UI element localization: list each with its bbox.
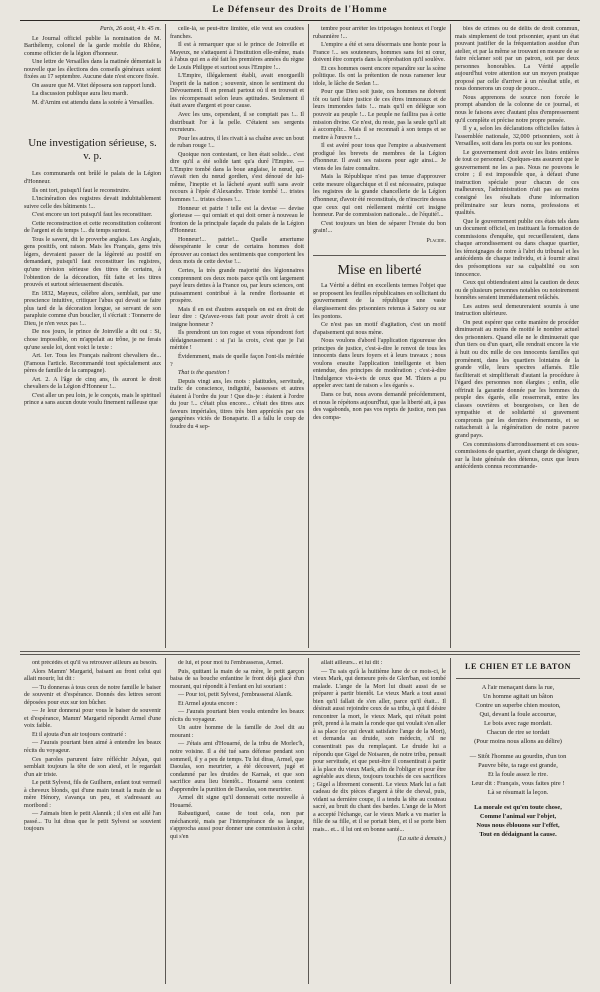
paragraph: Les autres seul demeureraient soumis à une instruction ultérieure. <box>455 303 579 318</box>
paragraph: Ces commissions d'arrondissement et ces sous-commissions de quartier, ayant charge de désigner, sur la liste générale des détenus, ceux que leurs antécédents connus recommande- <box>455 441 579 471</box>
paragraph: Le petit Sylvest, fils de Guilhern, enfant tout vermeil à cheveux blonds, qui d'une main tenait la main de sa mère Hénory, s'avança un peu, et s'adressant au moribond : <box>24 780 161 809</box>
paragraph: Honneur!... patrie!... Quelle amertume désespérante le cœur de certains hommes doit éprouver au contact des sentiments que comportent les deux mots de cette devise !... <box>170 236 304 266</box>
poem-line: Chacun de rire se tordait <box>486 729 550 736</box>
poem-line: Et la foule assez le rire. <box>488 771 548 778</box>
feuilleton-rule <box>20 654 580 655</box>
paragraph: La Vérité a défini en excellents termes l'objet que se proposent les feuilles républicaines en sollicitant du gouvernement de la république une vaste élargissement des prisonniers retenus à Satory ou sur les pontons. <box>313 283 446 320</box>
column-divider <box>165 658 166 984</box>
paragraph: celle-là, se peut-être limitée, elle veut ses coudées franches. <box>170 26 304 40</box>
paragraph: allait ailleurs... et lui dit : <box>321 660 383 666</box>
feuilleton-column-3 <box>313 660 446 984</box>
poem-line: Nous nous éblouons sur l'effet, <box>476 822 560 829</box>
poem-line: Pauvre bête, ta rage est grande, <box>478 762 558 769</box>
column-divider <box>308 24 309 648</box>
poem-line: Qui, devant la foule accourue, <box>479 711 557 718</box>
paragraph: L'incinération des registres devait indubitablement suivre celle des bâtiments !... <box>24 196 161 210</box>
paragraph: Mais la République n'est pas tenue d'approuver cette mesure oligarchique et il est nécessaire, puisque les registres de la grande chancellerie de la Légion d'honneur, d'avoir été reconstitués, de n'inscrire dessus que ceux qui ont réellement mérité cet insigne honneur. Par de commission nationale... de l'équité!... <box>313 174 446 219</box>
paragraph: Ils ont tort, puisqu'il faut le reconstruire. <box>32 187 131 194</box>
paragraph: Puis, quittant la main de sa mère, le petit garçon baisa de sa bouche enfantine le front déjà glacé d'un mourant, qui répondit à l'enfant en lui souriant : <box>170 668 304 690</box>
paragraph: — J'aurais pourtant bien voulu entendre les beaux récits du voyageur. <box>170 709 304 723</box>
poem-line: Comme l'animal sur l'objet, <box>479 813 557 820</box>
paragraph: L'empire a été et sera désormais une honte pour la France !... ses souteneurs, hommes sans foi ni cœur, doivent être compris dans la réprobation qu'il soulève. <box>313 42 446 64</box>
paragraph: Rabautigued, cause de tout cela, non par méchanceté, mais par l'intempérance de sa langue, s'approcha aussi pour donner une commission à celui qui s'en <box>170 811 304 841</box>
paragraph: Tous le savent, dit le proverbe anglais. Les Anglais, gens positifs, ont raison. Mais les Français, gens très légers, devraient passer de la légèreté au positif en demandant, puisqu'il faut reconstituer les registres, qu'une révision sérieuse des titres de certains, à l'obtention de la décoration, fût faite et les titres prouvés et surtout sérieusement discutés. <box>24 236 161 289</box>
paragraph: — Tu sais qu'à la huitième lune de ce mois-ci, le vieux Mark, qui demeure près de Glen'ban, est tombé malade. L'ange de la Mort lui disait aussi de se préparer à partir bientôt. Le vieux Mark a tout aussi bien qu'il fallait de s'en aller, parce qu'il était... Il désirait aussi rejoindre ceux de sa tribu, à qui il désire rencontrer la mort, le vieux Mark, qui n'était point prêt, prend à la main la ronde que qui voulait s'en aller à sa place (ce qui devait satisfaire l'ange de la Mort), et demanda au druide, son médecin, s'il ne consentirait pas du remplaçant. Le druide lui a répondu que Gigel de Noisaren, de notre tribu, pensait pour servitude, et que peut-être il consentirait à partir à la place du vieux Mark, afin de l'obliger et pour être agréable aux dieux, toujours touchés de ces sacrifices ; Gigel a librement consenti. Le vieux Mark lui a fait cadeau de dix pièces d'argent à tête de cheval, puis, vidant sa dernière coupe, il a tendu la tête au couteau sacré, au bruit du chant des bardes. L'ange de la Mort a accepté l'échange, car le vieux Mark a vu marier la fille de sa fille, et il se portait bien, et il se porte bien mais... et... il lui ont en bonne santé... <box>313 668 446 834</box>
paragraph: Cette reconstruction et cette reconstitution coûteront de l'argent et du temps !... du temps surtout. <box>24 220 161 235</box>
poem-line: Là se résumait la leçon. <box>487 789 549 796</box>
paragraph: En 1832, Mayeux, célèbre alors, semblait, par une prescience intuitive, critiquer l'abus qui devait se faire plus tard de la décoration longue, se servant de son parapluie comme d'un bouclier, il s'écriait : Tonnerre de Dieu, je n'en veux pas !... <box>24 290 161 327</box>
feuilleton-column-2 <box>170 660 304 984</box>
article-signature: Placide. <box>426 237 446 244</box>
poem-line: Leur dit : Français, vous faites pire ! <box>471 780 565 787</box>
poem-body <box>456 683 580 839</box>
column-4 <box>455 26 579 646</box>
poem-line: (Pour moins nous allons au délire) <box>474 738 562 745</box>
paragraph: Une lettre de Versailles dans la matinée démentait la nouvelle que les élections des conseils généraux soient fixées au 17 septembre. Aucune date n'est encore fixée. <box>24 59 161 81</box>
paragraph: — J'étais ami d'Houarné, de la tribu de Morlec'h, notre voisine. Il a été tué sans défense pendant son sommeil, il y a peu de temps. Tu lui diras, Armel, que Daoulas, son meurtrier, a été découvert, jugé et condamné par les druides de Karnak, et que son sacrifice aura lieu bientôt... Houarné sera content d'apprendre la punition de Daoulas, son meurtrier. <box>170 741 304 793</box>
feuilleton-rule <box>20 651 580 652</box>
paragraph: Nous apprenons de source non forcée le prompt abandon de la colonne de ce journal, et nous le faisons avec d'autant plus d'empressement qu'il complète et précise notre propre pensée. <box>455 94 579 124</box>
feuilleton-column-1 <box>24 660 161 984</box>
paragraph: Il est à remarquer que si le prince de Joinville et Mayeux, ne s'attaquent à l'institution elle-même, mais à l'abus qui en a été fait les premières années du règne de Louis Philippe et surtout sous l'Empire !... <box>170 42 304 71</box>
column-divider <box>450 24 451 648</box>
column-2 <box>170 26 304 646</box>
masthead: Le Défenseur des Droits de l'Homme <box>212 4 388 14</box>
paragraph: de lui, et pour moi tu l'embrasseras, Armel. <box>178 660 284 666</box>
paragraph: C'est toujours un bien de séparer l'ivraie du bon grain!... <box>313 220 446 235</box>
continuation-note: (La suite à demain.) <box>397 835 446 842</box>
masthead-rule <box>20 20 580 21</box>
paragraph: That is the question ! <box>178 370 230 377</box>
paragraph: Alors Mamm' Margarid, baisant au front celui qui allait mourir, lui dit : <box>24 668 161 683</box>
paragraph: — J'aimais bien le petit Alannik ; il s'en est allé l'an passé... Tu lui diras que le petit Sylvest se souvient toujours <box>24 811 161 833</box>
paragraph: Et ces hommes osent encore reparaître sur la scène politique. Ils ont la prétention de nous ramener leur idole, le lâche de Sedan !... <box>313 65 446 87</box>
paragraph: Art. 2. A l'âge de cinq ans, ils auront le droit chevaliers de la Légion d'Honneur !... <box>24 376 161 391</box>
paragraph: Le gouvernement doit avoir les listes entières de tout ce personnel. Quelques-uns assurent que le gouvernement ne les a pas. Nous ne pouvons le croire ; il est impossible que, à défaut d'une instruction spéciale pour chacun de ces malheureux, l'administration n'ait pas au moins consigné les résultats d'une information préliminaire sur leurs noms, professions et qualités. <box>455 149 579 217</box>
paragraph: Dans ce but, nous avons demandé précédemment, et nous le répétons aujourd'hui, que la liberté ait, à pas des vagabonds, non pas vos repris de justice, non pas des compa- <box>313 391 446 421</box>
paragraph: Depuis vingt ans, les mots : platitudes, servitude, trafic de conscience, indignité, bassesses et autres étaient à l'ordre du jour ! Que dis-je : étaient à l'ordre du jour !... c'était plus encore... c'était des titres aux faveurs impériales, titres très bien appréciés par ces gangrènes viciés de Bonaparte. Il a fallu le coup de foudre du 4 sep- <box>170 378 304 430</box>
column-divider <box>165 24 166 648</box>
paragraph: L'Empire, illégalement établi, avait enorgueilli l'esprit de la nation ; souvenir, sinon le sentiment du Dévouement. Il en prenait partout où il en trouvait et les récompensait selon leurs aptitudes. Seulement il était avare d'argent et pour cause. <box>170 73 304 110</box>
poem-title: LE CHIEN ET LE BATON <box>456 662 580 679</box>
column-divider <box>450 658 451 984</box>
paragraph: Le Journal officiel publie la nomination de M. Barthélemy, colonel de la garde mobile du Rhône, comme officier de la légion d'honneur. <box>24 35 161 57</box>
paragraph: Pour que Dieu soit juste, ces hommes ne doivent tôt ou tard faire justice de ces êtres immoraux et de leurs immondes faits !... mais qu'il en délègue son pouvoir au peuple !... Le peuple ne faillira pas à cette mission divine. Ce n'est, du reste, pas la seule qu'il ait à accomplir... Mais il se reconnaît à son temps et se mettre à l'œuvre !... <box>313 89 446 141</box>
paragraph: — Je leur donnerai pour vous le baiser de souvenir et d'espérance, Mamm' Margarid répondit Armel d'une voix faible. <box>24 708 161 730</box>
paragraph: On peut espérer que cette manière de procéder diminuerait au moins de moitié le nombre actuel des prisonniers. Quand elle ne le diminuerait que d'un tiers ou d'un quart, elle rendrait encore la vie à huit ou dix mille de ces innocents familles qui promènent, dans les quartiers lointains de la grande ville, leurs spectres affamés. Elle faciliterait et simplifierait d'autant la procédure à l'égard des personnes non élargies ; enfin, elle offrirait la garantie donnée par les hommes du peuple des égarés, elle resserrerait, entre les classes ouvrières et bourgeoises, ce lien de sympathie et de solidarité si gravement compromis par les derniers événements, et se rattacherait à la régénération de notre pauvre grand pays. <box>455 319 579 439</box>
poem-line: — Sitôt l'homme au gourdin, d'un ton <box>469 753 567 760</box>
paragraph: — Pour toi, petit Sylvest, j'embrasserai Alanik. <box>178 692 293 699</box>
paragraph: Il y a, selon les déclarations officielles faites à l'assemblée nationale, 32,000 prisonniers, soit à Versailles, soit dans les ports ou sur les pontons. <box>455 126 579 148</box>
poem-line: A l'air menaçant dans la rue, <box>481 684 555 691</box>
column-3 <box>313 26 446 646</box>
paragraph: Honneur et patrie ! telle est la devise — devise glorieuse — qui orniait et qui doit orner à nouveau le fronton de la principale façade du palais de la Légion d'Honneur. <box>170 205 304 235</box>
paragraph: C'est aller un peu loin, je le conçois, mais le spirituel prince a sans aucun doute voulu finement railleuse que <box>24 392 161 407</box>
paragraph: Les communards ont brûlé le palais de la Légion d'Honneur. <box>24 171 161 186</box>
column-1 <box>24 26 161 646</box>
paragraph: Et il ajouta d'un air toujours contrarié : <box>32 731 127 738</box>
paragraph: Ce n'est pas un motif d'agitation, c'est un motif d'apaisement qui nous mène. <box>313 322 446 336</box>
paragraph: — J'aurais pourtant bien aimé à entendre les beaux récits du voyageur. <box>24 740 161 755</box>
paragraph: bles de crimes ou de délits de droit commun, mais simplement de tout prisonnier, ayant un état pouvant justifier de la fréquentation assidue d'un atelier, et par la même se trouvant en mesure de se faire réclamer soit par un patron, soit par deux personnes honorables. La Vérité appelle aujourd'hui votre attention sur un moyen pratique proposé par celle d'arriver à un résultat utile, et nous donnerons un coup de pouce... <box>455 26 579 93</box>
paragraph: Ceux qui obtiendraient ainsi la caution de deux ou de plusieurs personnes notables ou notoirement honnêtes seraient immédiatement relâchés. <box>455 280 579 302</box>
poem-line: Un homme agitait un bâton <box>483 693 553 700</box>
poem-stanza <box>456 803 580 839</box>
paragraph: De nos jours, le prince de Joinville a dit oui : Si, chose impossible, on m'appelait au trône, je ne ferais qu'une seule loi, dont voici le texte : <box>24 329 161 351</box>
article-heading: Mise en liberté <box>313 255 446 277</box>
paragraph: On assure que M. Vitet déposera son rapport lundi. <box>32 82 157 89</box>
article-body <box>24 171 161 407</box>
paragraph: C'est encore un tort puisqu'il faut les reconstituer. <box>32 212 153 219</box>
paragraph: Il est avéré pour tous que l'empire a abusivement prodigué les brevets de membres de la Légion d'honneur. Il avait ses raisons pour agir ainsi... Je viens de les faire connaître. <box>313 143 446 172</box>
paragraph: — Tu donneras à tous ceux de notre famille le baiser de souvenir et d'espérance. Donnés des lettres seront déposées pour eux sur ton bûcher. <box>24 684 161 706</box>
paragraph: Avec les uns, cependant, il se comptait pas !... Il distribuait l'or à la pelle. C'étaient ses sergents recruteurs. <box>170 112 304 134</box>
paragraph: Art. 1er. Tous les Français naîtront chevaliers de... (Famous l'article. Recommandé tout spécialement aux pères de famille de la campagne). <box>24 353 161 375</box>
paragraph: La discussion publique aura lieu mardi. <box>32 91 129 98</box>
paragraph: Mais il en est d'autres auxquels on est en droit de leur dire : Qu'avez-vous fait pour avoir droit à cet insigne honneur ? <box>170 306 304 328</box>
poem-line: Tout en dédaignant la cause. <box>479 831 557 838</box>
poem-line: Le bois avec rage mordait. <box>484 720 552 727</box>
paragraph: ont précédés et qu'il va retrouver ailleurs au besoin. <box>32 660 158 666</box>
paragraph: Armel dit signe qu'il donnerait cette nouvelle à Houarné. <box>170 795 304 809</box>
poem-stanza <box>456 752 580 797</box>
paragraph: Pour les autres, il les rivait à sa chaîne avec un bout de ruban rouge !... <box>170 135 304 150</box>
news-briefs <box>24 36 161 108</box>
poem-stanza <box>456 683 580 746</box>
column-divider <box>308 658 309 984</box>
paragraph: Nous voulons d'abord l'application rigoureuse des principes de justice, c'est-à-dire le renvoi de tous les innocents dans leurs foyers et à leurs travaux ; nous voulons ensuite l'application intelligente et bien entendue, des principes de modération ; c'est-à-dire l'indulgence vis-à-vis de ceux que M. Thiers a pu appeler avec tant de raison « les égarés ». <box>313 338 446 390</box>
article-heading: Une investigation sérieuse, s. v. p. <box>28 137 157 163</box>
poem-column <box>456 662 580 984</box>
paragraph: Évidemment, mais de quelle façon l'ont-ils méritée ? <box>170 353 304 368</box>
paragraph: Un autre homme de la famille de Joel dit au mourant : <box>170 725 304 739</box>
paragraph: Ils prendront un ton rogue et vous répondront fort dédaigneusement : si j'ai la croix, c'est que je l'ai méritée ! <box>170 330 304 352</box>
paragraph: Et Armel ajouta encore : <box>178 700 238 707</box>
paragraph: Quoique non contestant, ce lien était solide... c'est dire qu'il a été solide tant qu'a duré l'Empire. — L'Empire tombé dans la boue anglaise, le nœud, qui n'avait rien du nœud gordien, s'est dénoué de lui-même, l'ineptie et la lâcheté ayant suffi sans avoir recours à l'épée d'Alexandre. Triste tombé !... tristes hommes !... tristes choses !... <box>170 151 304 204</box>
paragraph: Ces paroles parurent faire réfléchir Julyan, qui semblait toujours la tête de son aïeul, et le regardait d'un air triste. <box>24 756 161 778</box>
paragraph: Certes, la très grande majorité des légionnaires comprennent ces deux mots parce qu'ils ont largement payé leurs dettes à la France ou, par leurs sciences, ont puissamment contribué à la rendre florissante et prospère. <box>170 267 304 305</box>
paragraph: tembre pour arrêter les tripotages honteux et l'orgie rubannière !... <box>313 26 446 40</box>
poem-line: La morale est qu'en toute chose, <box>474 804 562 811</box>
paragraph: M. d'Arnim est attendu dans la soirée à Versailles. <box>32 99 154 106</box>
poem-line: Contre un superbe chien mouton, <box>475 702 561 709</box>
paragraph: Que le gouvernement publie ces états tels dans un document officiel, en instituant la formation de commissions d'enquête, qui recueilleraient, dans chaque arrondissement ou dans chaque quartier, les témoignages de notre à l'abri du tribunal et les antécédents de chaque individu, et à fournir ainsi des présomptions sur sa culpabilité ou son innocence. <box>455 218 579 278</box>
dateline: Paris, 26 août, 4 h. 45 m. <box>99 26 161 32</box>
